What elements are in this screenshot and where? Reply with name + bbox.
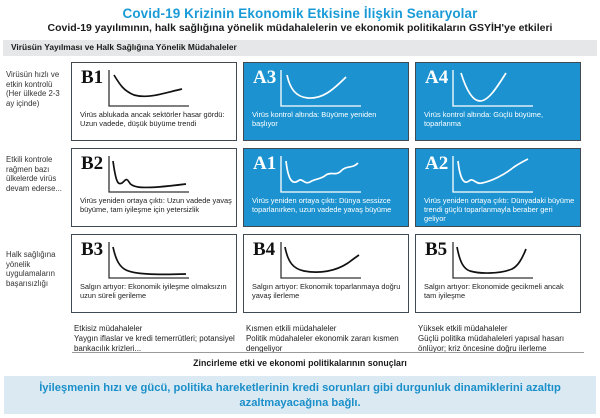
- scenario-caption: Virüs yeniden ortaya çıktı: Dünyadaki büyüme trendi güçlü toparlanmayla beraber geri geliyor: [424, 196, 575, 224]
- scenario-caption: Salgın artıyor: Ekonomik toparlanmaya doğru yavaş ilerleme: [252, 282, 401, 301]
- scenario-cell-a2: [415, 148, 581, 227]
- curve-a1-icon: [280, 155, 362, 193]
- curve-a4-icon: [452, 69, 534, 107]
- row-label-1: Virüsün hızlı ve etkin kontrolü (Her ülkede 2-3 ay içinde): [6, 70, 60, 108]
- policy-ineffective: [74, 324, 250, 353]
- scenario-code: A2: [425, 153, 449, 174]
- row-label-2: Etkili kontrole rağmen bazı ülkelerde virüs devam ederse...: [6, 155, 62, 193]
- policy-partial: [246, 324, 422, 353]
- policy-divider: [72, 352, 584, 353]
- scenario-code: B4: [253, 239, 276, 260]
- curve-b3-icon: [108, 241, 190, 279]
- curve-b5-icon: [452, 241, 534, 279]
- curve-a2-icon: [452, 155, 534, 193]
- scenario-cell-a1: [243, 148, 409, 227]
- footer-text: İyileşmenin hızı ve gücü, politika hareketlerinin kredi sorunları gibi durgunluk dinamiklerini azaltıp azaltmayacağına bağlı.: [39, 382, 561, 409]
- footer-banner: [4, 376, 596, 414]
- scenario-caption: Salgın artıyor: Ekonomik iyileşme olmaksızın uzun süreli gerileme: [80, 282, 227, 301]
- policy-desc: Yaygın iflaslar ve kredi temerrütleri; potansiyel bankacılık krizleri...: [74, 333, 235, 353]
- scenario-code: A4: [425, 67, 449, 88]
- policy-title: Kısmen etkili müdahaleler: [246, 324, 337, 333]
- scenario-cell-b2: [71, 148, 237, 227]
- scenario-caption: Virüs kontrol altında: Büyüme yeniden başlıyor: [252, 110, 377, 129]
- scenario-cell-b4: [243, 234, 409, 313]
- policy-desc: Güçlü politika müdahaleleri yapısal hasarı önlüyor; kriz öncesine doğru ilerleme: [418, 333, 565, 353]
- scenario-code: A1: [253, 153, 277, 174]
- page-subtitle: Covid-19 yayılımının, halk sağlığına yönelik müdahalelerin ve ekonomik politikaların GSYİH'ye etkileri: [47, 22, 553, 34]
- curve-b4-icon: [280, 241, 362, 279]
- scenario-cell-b3: [71, 234, 237, 313]
- scenario-code: A3: [253, 67, 277, 88]
- scenario-cell-a3: [243, 62, 409, 141]
- scenario-cell-a4: [415, 62, 581, 141]
- scenario-cell-b5: [415, 234, 581, 313]
- policy-effective: [418, 324, 594, 353]
- policy-desc: Politik müdahaleler ekonomik zararı kısmen dengeliyor: [246, 333, 399, 353]
- policy-title: Etkisiz müdahaleler: [74, 324, 143, 333]
- scenario-caption: Virüs yeniden ortaya çıktı: Uzun vadede yavaş büyüme, tam iyileşme için yetersizlik: [80, 196, 232, 215]
- curve-b2-icon: [108, 155, 190, 193]
- scenario-caption: Virüs ablukada ancak sektörler hasar gördü: Uzun vadede, düşük büyüme trendi: [80, 110, 225, 129]
- scenario-caption: Salgın artıyor: Ekonomide gecikmeli ancak tam iyileşme: [424, 282, 564, 301]
- policy-title: Yüksek etkili müdahaleler: [418, 324, 508, 333]
- curve-b1-icon: [108, 69, 190, 107]
- scenario-caption: Virüs kontrol altında: Güçlü büyüme, toparlanma: [424, 110, 543, 129]
- row-label-3: Halk sağlığına yönelik uygulamaların başarısızlığı: [6, 250, 56, 288]
- chain-effect-label: Zincirleme etki ve ekonomi politikalarının sonuçları: [193, 358, 407, 368]
- scenario-code: B1: [81, 67, 104, 88]
- scenario-code: B2: [81, 153, 104, 174]
- scenario-caption: Virüs yeniden ortaya çıktı: Dünya sessizce toparlanırken, uzun vadede yavaş büyüme: [252, 196, 392, 215]
- header-bar: [3, 40, 597, 56]
- page-title: Covid-19 Krizinin Ekonomik Etkisine İlişkin Senaryolar: [122, 6, 478, 21]
- scenario-cell-b1: [71, 62, 237, 141]
- scenario-code: B3: [81, 239, 104, 260]
- curve-a3-icon: [280, 69, 362, 107]
- header-label: Virüsün Yayılması ve Halk Sağlığına Yönelik Müdahaleler: [11, 42, 237, 52]
- scenario-code: B5: [425, 239, 448, 260]
